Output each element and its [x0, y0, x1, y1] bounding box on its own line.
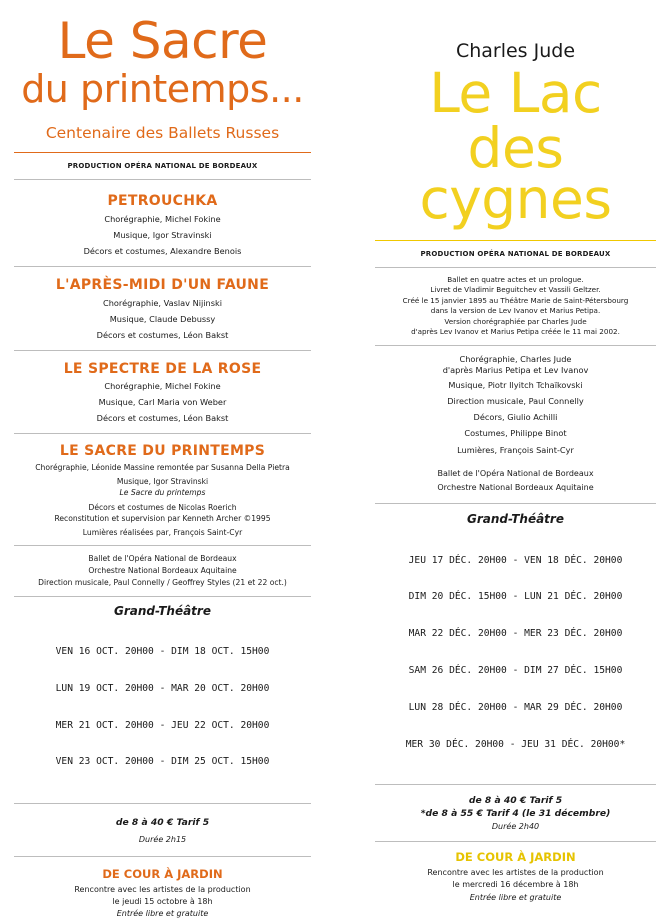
credit-line: Direction musicale, Paul Connelly [447, 395, 584, 406]
divider [14, 856, 311, 857]
performance-dates [375, 530, 656, 775]
piece-sacre [14, 443, 311, 538]
jardin-title: DE COUR À JARDIN [102, 867, 223, 882]
company-line: Ballet de l'Opéra National de Bordeaux [88, 554, 237, 564]
credit-line: Costumes, Philippe Binot [464, 428, 567, 439]
credit-line: Décors et costumes de Nicolas Roerich [88, 503, 237, 513]
divider [375, 503, 656, 504]
piece-credits [14, 212, 311, 260]
lac-column [375, 0, 656, 903]
piece-petrouchka [14, 193, 311, 260]
tarif-text: de 8 à 40 € Tarif 5 [468, 795, 563, 807]
duree-text: Durée 2h15 [138, 835, 187, 845]
company-credits [375, 467, 656, 494]
intro-line: Créé le 15 janvier 1895 au Théâtre Marie de Saint-Pétersbourg [402, 295, 629, 305]
piece-apres-midi [14, 277, 311, 344]
divider [14, 350, 311, 351]
divider [14, 433, 311, 434]
performance-dates [14, 621, 311, 793]
performance-row: MER 30 DÉC. 20H00 - JEU 31 DÉC. 20H00* [405, 738, 626, 750]
sacre-title-line2: du printemps... [21, 67, 304, 111]
sacre-title-line1: Le Sacre [57, 12, 268, 70]
jardin-info [375, 867, 656, 903]
performance-row: MER 21 OCT. 20H00 - JEU 22 OCT. 20H00 [55, 719, 270, 731]
venue-label: Grand-Théâtre [467, 512, 564, 527]
credit-line: Musique, Claude Debussy [109, 313, 216, 324]
piece-title: L'APRÈS-MIDI D'UN FAUNE [55, 276, 270, 293]
credit-line: Chorégraphie, Vaslav Nijinski [102, 297, 223, 308]
venue-label: Grand-Théâtre [114, 604, 211, 619]
performance-row: LUN 28 DÉC. 20H00 - MAR 29 DÉC. 20H00 [408, 701, 623, 713]
jardin-line: le jeudi 15 octobre à 18h [112, 896, 213, 906]
intro-line: Version chorégraphiée par Charles Jude [444, 316, 587, 326]
company-line: Ballet de l'Opéra National de Bordeaux [437, 468, 594, 478]
company-line: Orchestre National Bordeaux Aquitaine [437, 482, 594, 492]
jardin-line: Rencontre avec les artistes de la production [427, 868, 604, 878]
tarif-text-2: *de 8 à 55 € Tarif 4 (le 31 décembre) [420, 808, 611, 820]
divider [14, 152, 311, 153]
intro-line: Ballet en quatre actes et un prologue. [447, 275, 584, 284]
divider [375, 240, 656, 241]
jardin-line: Rencontre avec les artistes de la production [74, 885, 251, 895]
piece-title: LE SPECTRE DE LA ROSE [63, 360, 262, 377]
divider [14, 596, 311, 597]
piece-spectre [14, 361, 311, 428]
sacre-column [14, 0, 311, 920]
divider [375, 841, 656, 842]
credit-line: Le Sacre du printemps [119, 488, 206, 498]
credit-line: Musique, Igor Stravinski [113, 229, 212, 240]
credit-line: Lumières, François Saint-Cyr [457, 444, 574, 455]
credit-line: Décors et costumes, Léon Bakst [96, 413, 229, 424]
company-line: Direction musicale, Paul Connelly / Geoffrey Styles (21 et 22 oct.) [38, 578, 287, 588]
credit-line: Décors et costumes, Léon Bakst [96, 329, 229, 340]
tarif-text: de 8 à 40 € Tarif 5 [115, 817, 210, 829]
performance-row: MAR 22 DÉC. 20H00 - MER 23 DÉC. 20H00 [408, 628, 623, 640]
production-label: PRODUCTION OPÉRA NATIONAL DE BORDEAUX [420, 250, 611, 258]
company-line: Orchestre National Bordeaux Aquitaine [88, 566, 237, 576]
intro-line: dans la version de Lev Ivanov et Marius Petipa. [430, 306, 601, 316]
jardin-line: le mercredi 16 décembre à 18h [452, 880, 579, 890]
production-label: PRODUCTION OPÉRA NATIONAL DE BORDEAUX [67, 162, 258, 170]
piece-credits [14, 462, 311, 538]
credit-line: Chorégraphie, Léonide Massine remontée par Susanna Della Pietra [35, 463, 290, 473]
credit-line: Chorégraphie, Michel Fokine [104, 213, 221, 224]
piece-credits [14, 379, 311, 427]
credit-line: Musique, Piotr Ilyitch Tchaïkovski [448, 379, 583, 390]
lac-title-line2: cygnes [419, 167, 612, 231]
jardin-note: Entrée libre et gratuite [116, 909, 209, 919]
piece-title: PETROUCHKA [107, 193, 218, 209]
divider [14, 179, 311, 180]
credit-line: Musique, Igor Stravinski [116, 477, 209, 487]
divider [375, 345, 656, 346]
performance-row: DIM 20 DÉC. 15H00 - LUN 21 DÉC. 20H00 [408, 591, 623, 603]
divider [14, 545, 311, 546]
intro-line: d'après Lev Ivanov et Marius Petipa créée le 11 mai 2002. [411, 327, 620, 337]
jardin-title: DE COUR À JARDIN [455, 850, 576, 865]
credit-line: Décors et costumes, Alexandre Benois [83, 245, 242, 256]
credit-line: d'après Marius Petipa et Lev Ivanov [442, 364, 589, 375]
credit-line: Décors, Giulio Achilli [473, 412, 558, 423]
performance-row: VEN 16 OCT. 20H00 - DIM 18 OCT. 15H00 [55, 646, 270, 657]
divider [375, 784, 656, 785]
credit-line: Chorégraphie, Charles Jude [459, 353, 572, 364]
sacre-subtitle: Centenaire des Ballets Russes [45, 124, 280, 142]
divider [14, 266, 311, 267]
performance-row: VEN 23 OCT. 20H00 - DIM 25 OCT. 15H00 [55, 756, 270, 768]
jardin-note: Entrée libre et gratuite [469, 892, 562, 902]
ballet-credits [375, 377, 656, 458]
jardin-info [14, 884, 311, 920]
intro-line: Livret de Vladimir Beguitchev et Vassili Geltzer. [430, 285, 601, 295]
credit-line: Musique, Carl Maria von Weber [98, 397, 227, 408]
divider [14, 803, 311, 804]
performance-row: JEU 17 DÉC. 20H00 - VEN 18 DÉC. 20H00 [408, 554, 623, 566]
piece-title: LE SACRE DU PRINTEMPS [59, 443, 266, 460]
credit-line: Lumières réalisées par, François Saint-Cyr [82, 528, 243, 538]
duree-text: Durée 2h40 [491, 822, 540, 832]
choreographer-name: Charles Jude [455, 40, 576, 62]
ballet-intro [375, 275, 656, 338]
divider [375, 267, 656, 268]
piece-credits [14, 296, 311, 344]
performance-row: LUN 19 OCT. 20H00 - MAR 20 OCT. 20H00 [55, 682, 270, 694]
credit-line: Chorégraphie, Michel Fokine [104, 381, 221, 392]
lac-title-line1: Le Lac des [429, 61, 602, 180]
company-credits [14, 553, 311, 589]
credit-line: Reconstitution et supervision par Kenneth Archer ©1995 [54, 514, 271, 524]
choreo-credits [375, 354, 656, 376]
performance-row: SAM 26 DÉC. 20H00 - DIM 27 DÉC. 15H00 [408, 665, 623, 677]
